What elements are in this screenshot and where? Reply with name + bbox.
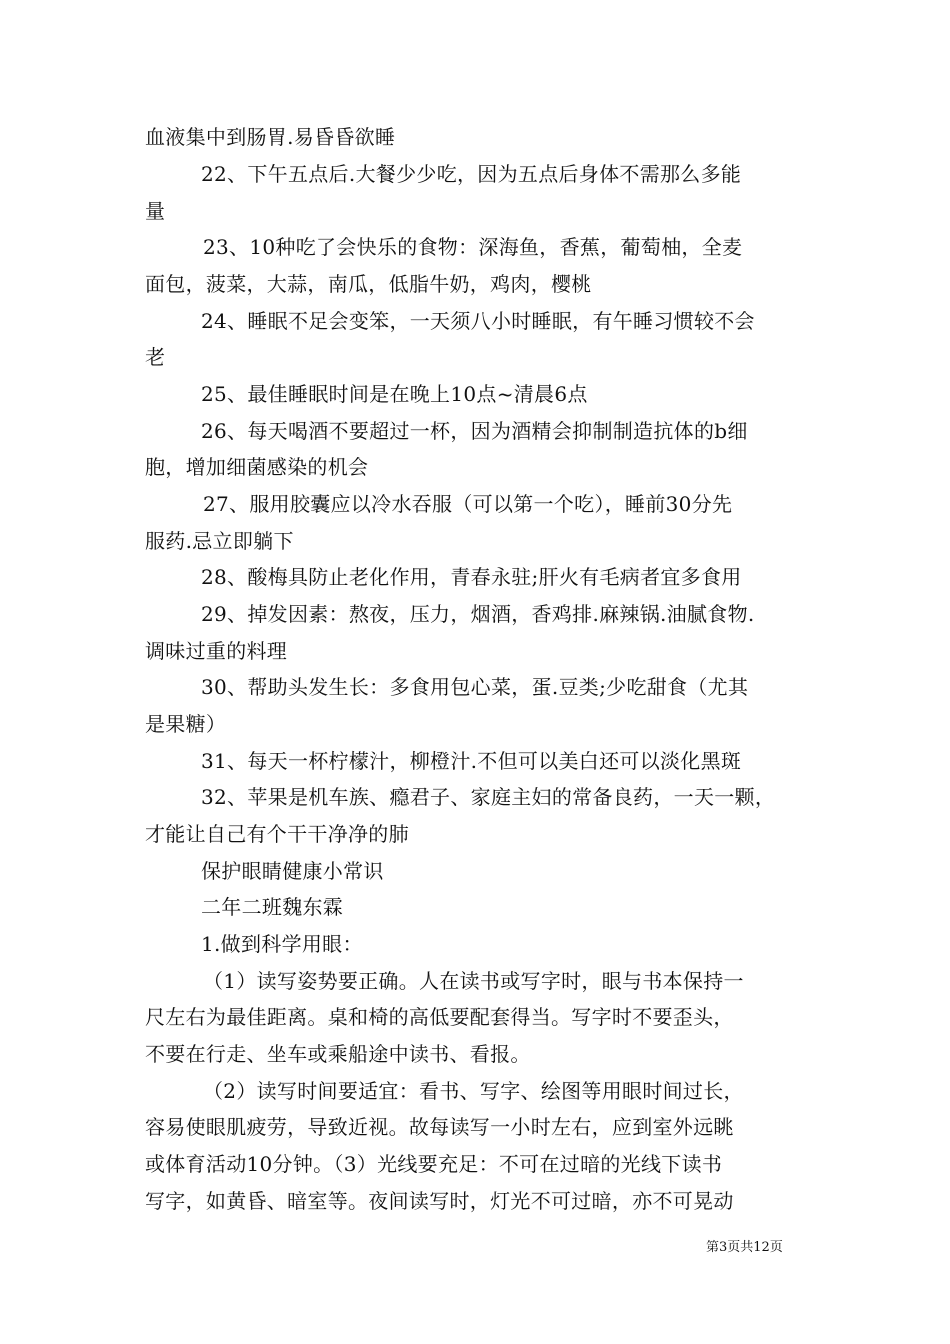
subheading: 1.做到科学用眼： xyxy=(201,932,363,956)
page-number: 第3页共12页 xyxy=(706,1240,783,1255)
text-line: 28、酸梅具防止老化作用，青春永驻;肝火有毛病者宜多食用 xyxy=(201,565,742,589)
text-line: 是果糖） xyxy=(145,712,227,736)
text-line: 量 xyxy=(145,199,166,223)
text-line: 写字，如黄昏、暗室等。夜间读写时，灯光不可过暗，亦不可晃动 xyxy=(145,1189,734,1213)
section-title: 保护眼睛健康小常识 xyxy=(201,859,384,883)
text-line: 31、每天一杯柠檬汁，柳橙汁.不但可以美白还可以淡化黑斑 xyxy=(201,749,742,773)
text-line: 或体育活动10分钟。（3）光线要充足：不可在过暗的光线下读书 xyxy=(145,1152,723,1176)
text-line: 面包，菠菜，大蒜，南瓜，低脂牛奶，鸡肉，樱桃 xyxy=(145,272,592,296)
text-line: 不要在行走、坐车或乘船途中读书、看报。 xyxy=(145,1042,531,1066)
text-line: 32、苹果是机车族、瘾君子、家庭主妇的常备良药，一天一颗， xyxy=(201,785,776,809)
text-line: 27、服用胶囊应以冷水吞服（可以第一个吃），睡前30分先 xyxy=(203,492,733,516)
text-line: 老 xyxy=(145,345,166,369)
text-line: 血液集中到肠胃.易昏昏欲睡 xyxy=(145,125,396,149)
author-line: 二年二班魏东霖 xyxy=(201,895,344,919)
text-line: （2）读写时间要适宜：看书、写字、绘图等用眼时间过长， xyxy=(203,1079,744,1103)
text-line: 24、睡眠不足会变笨，一天须八小时睡眠，有午睡习惯较不会 xyxy=(201,309,755,333)
text-line: 23、10种吃了会快乐的食物：深海鱼，香蕉，葡萄柚，全麦 xyxy=(203,235,743,259)
text-line: 29、掉发因素：熬夜，压力，烟酒，香鸡排.麻辣锅.油腻食物. xyxy=(201,602,755,626)
text-line: 胞，增加细菌感染的机会 xyxy=(145,455,369,479)
text-line: 才能让自己有个干干净净的肺 xyxy=(145,822,409,846)
text-line: （1）读写姿势要正确。人在读书或写字时，眼与书本保持一 xyxy=(203,969,744,993)
text-line: 30、帮助头发生长：多食用包心菜，蛋.豆类;少吃甜食（尤其 xyxy=(201,675,749,699)
text-line: 26、每天喝酒不要超过一杯，因为酒精会抑制制造抗体的b细 xyxy=(201,419,748,443)
text-line: 调味过重的料理 xyxy=(145,639,288,663)
text-line: 25、最佳睡眠时间是在晚上10点~清晨6点 xyxy=(201,382,588,406)
text-line: 服药.忌立即躺下 xyxy=(145,529,294,553)
text-line: 尺左右为最佳距离。桌和椅的高低要配套得当。写字时不要歪头， xyxy=(145,1005,734,1029)
text-line: 22、下午五点后.大餐少少吃，因为五点后身体不需那么多能 xyxy=(201,162,742,186)
text-line: 容易使眼肌疲劳，导致近视。故每读写一小时左右，应到室外远眺 xyxy=(145,1115,734,1139)
